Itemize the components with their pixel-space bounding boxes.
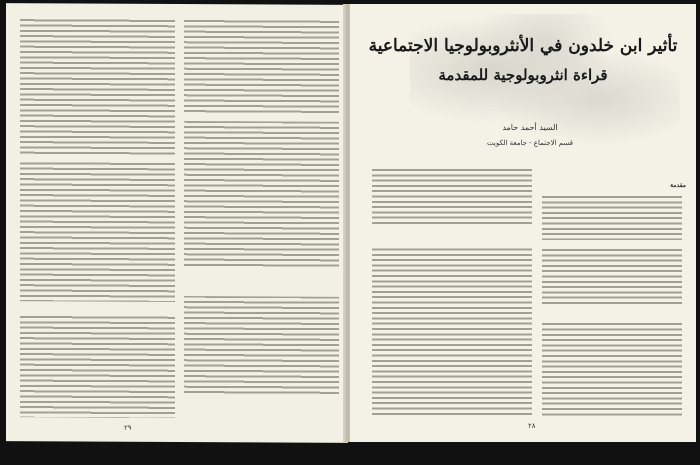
page-number-right: ٢٨: [528, 422, 536, 430]
article-title: تأثير ابن خلدون في الأنثروبولوجيا الاجتماعية: [368, 36, 678, 56]
paragraph-break: [20, 155, 175, 163]
right-page: [350, 4, 696, 442]
body-text-column: [184, 18, 339, 397]
paragraph-break: [372, 224, 532, 246]
paragraph-break: [184, 114, 339, 122]
author-name: السيد أحمد حامد: [502, 123, 558, 132]
background-map-image: [410, 14, 680, 154]
article-subtitle: قراءة انثروبولوجية للمقدمة: [438, 66, 608, 84]
paragraph-break: [542, 304, 682, 320]
paragraph-break: [542, 240, 682, 247]
body-text-column: [20, 17, 175, 418]
paragraph-break: [184, 266, 339, 297]
paragraph-break: [20, 301, 175, 314]
intro-heading: مقدمة: [670, 182, 686, 189]
left-page: [6, 3, 348, 443]
page-number-left: ٢٩: [124, 423, 132, 432]
body-text-column: [372, 167, 532, 417]
author-affiliation: قسم الاجتماع - جامعة الكويت: [487, 139, 573, 147]
